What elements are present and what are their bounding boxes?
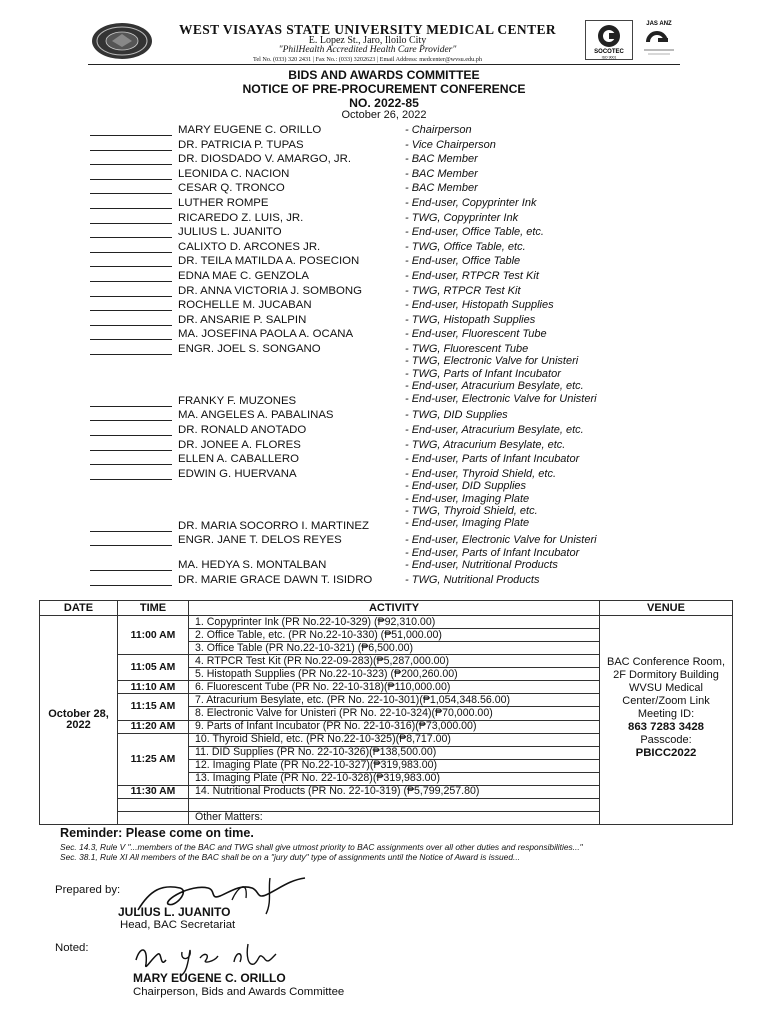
member-role: - TWG, Atracurium Besylate, etc.: [405, 438, 566, 451]
member-role: - BAC Member: [405, 182, 478, 195]
member-role: - End-user, Office Table, etc.: [405, 226, 544, 239]
activity-cell: 11. DID Supplies (PR No. 22-10-326)(₱138,500.00): [189, 746, 600, 759]
time-cell: 11:20 AM: [118, 720, 189, 733]
signature-blank-line: [90, 223, 172, 224]
member-name: ELLEN A. CABALLERO: [178, 453, 299, 466]
member-name: EDNA MAE C. GENZOLA: [178, 270, 310, 282]
member-role: - BAC Member: [405, 167, 478, 180]
member-role: - End-user, Histopath Supplies: [405, 299, 554, 312]
meeting-id-label: Meeting ID:: [637, 708, 695, 720]
notice-number: NO. 2022-85: [349, 96, 419, 110]
member-role: - End-user, Imaging Plate: [405, 517, 530, 530]
member-role: - End-user, Nutritional Products: [405, 559, 558, 572]
time-cell: 11:15 AM: [118, 694, 189, 720]
member-name: DR. MARIE GRACE DAWN T. ISIDRO: [178, 573, 373, 586]
signature-blank-line: [90, 406, 172, 407]
member-role: - End-user, Atracurium Besylate, etc.: [405, 424, 584, 437]
notice-title: NOTICE OF PRE-PROCUREMENT CONFERENCE: [242, 82, 526, 96]
signature-blank-line: [90, 339, 172, 340]
reminder-heading: Reminder: Please come on time.: [60, 826, 254, 840]
accreditation-text: "PhilHealth Accredited Health Care Provider": [278, 45, 457, 55]
time-cell: 11:10 AM: [118, 681, 189, 694]
member-name: DR. TEILA MATILDA A. POSECION: [178, 255, 360, 268]
activity-cell: 5. Histopath Supplies (PR No.22-10-323) (₱200,260.00): [189, 668, 600, 681]
time-cell: 11:25 AM: [118, 733, 189, 785]
member-role: - End-user, Electronic Valve for Unisteri: [405, 534, 597, 547]
signature-blank-line: [90, 435, 172, 436]
table-row: [40, 616, 733, 629]
institution-address: E. Lopez St., Jaro, Iloilo City: [308, 35, 427, 46]
socotec-logo-sub: ISO 9001: [601, 55, 617, 60]
member-name: FRANKY F. MUZONES: [178, 394, 297, 407]
member-name: ENGR. JANE T. DELOS REYES: [178, 534, 342, 547]
signature-blank-line: [90, 193, 172, 194]
venue-zoom: WVSU Medical Center/Zoom Link: [622, 682, 710, 707]
signature-blank-line: [90, 585, 172, 586]
reminder-sec-14-3: Sec. 14.3, Rule V "...members of the BAC and TWG shall give utmost priority to BAC assignments over all other duties and responsibilities...": [60, 842, 583, 852]
member-name: JULIUS L. JUANITO: [178, 226, 282, 239]
member-role: - End-user, Atracurium Besylate, etc.: [405, 380, 584, 393]
committee-title: BIDS AND AWARDS COMMITTEE: [288, 68, 480, 82]
member-role: - TWG, Nutritional Products: [405, 573, 540, 586]
contact-line: Tel No. (033) 320 2431 | Fax No.: (033) 3202623 | Email Address: medcenter@wvsu.edu.ph: [253, 56, 482, 63]
member-role: - TWG, Histopath Supplies: [405, 313, 536, 326]
schedule-date: October 28, 2022: [40, 616, 118, 825]
socotec-logo-icon: [585, 20, 633, 60]
member-role: - End-user, Office Table: [405, 255, 521, 268]
signature-blank-line: [90, 179, 172, 180]
member-name: CESAR Q. TRONCO: [178, 182, 285, 195]
jasanz-logo-text: JAS ANZ: [646, 21, 672, 27]
member-role: - End-user, Copyprinter Ink: [405, 197, 537, 209]
member-role: - TWG, Thyroid Shield, etc.: [405, 505, 538, 518]
activity-cell: [189, 798, 600, 811]
meeting-id: 863 7283 3428: [627, 721, 704, 733]
activity-cell: 2. Office Table, etc. (PR No.22-10-330) (₱51,000.00): [189, 629, 600, 642]
member-name: DR. RONALD ANOTADO: [178, 424, 307, 437]
signature-blank-line: [90, 354, 172, 355]
signature-blank-line: [90, 135, 172, 136]
passcode-label: Passcode:: [640, 734, 692, 746]
signature-blank-line: [90, 420, 172, 421]
member-name: DR. PATRICIA P. TUPAS: [178, 138, 304, 151]
member-role: - End-user, RTPCR Test Kit: [405, 270, 539, 282]
member-role: - End-user, Fluorescent Tube: [405, 328, 547, 341]
prepared-by-position: Head, BAC Secretariat: [120, 919, 236, 931]
signature-blank-line: [90, 450, 172, 451]
member-name: LEONIDA C. NACION: [178, 167, 290, 180]
header-activity: ACTIVITY: [189, 601, 600, 616]
noted-by-name: MARY EUGENE C. ORILLO: [133, 971, 286, 985]
member-role: - End-user, Imaging Plate: [405, 492, 530, 505]
activity-cell: 10. Thyroid Shield, etc. (PR No.22-10-325)(₱8,717.00): [189, 733, 600, 746]
member-role: - TWG, Copyprinter Ink: [405, 211, 519, 224]
member-name: DR. MARIA SOCORRO I. MARTINEZ: [178, 519, 369, 532]
signature-blank-line: [90, 150, 172, 151]
activity-cell: 8. Electronic Valve for Unisteri (PR No. 22-10-324)(₱70,000.00): [189, 707, 600, 720]
member-role: - End-user, Parts of Infant Incubator: [405, 453, 580, 466]
time-cell-empty: [118, 798, 189, 811]
time-cell-empty: [118, 811, 189, 824]
activity-cell: 1. Copyprinter Ink (PR No.22-10-329) (₱92,310.00): [189, 616, 600, 629]
activity-cell: 4. RTPCR Test Kit (PR No.22-09-283)(₱5,287,000.00): [189, 655, 600, 668]
prepared-by-label: Prepared by:: [55, 884, 121, 896]
activity-cell: 13. Imaging Plate (PR No. 22-10-328)(₱319,983.00): [189, 772, 600, 785]
member-name: EDWIN G. HUERVANA: [178, 467, 297, 480]
member-name: DR. JONEE A. FLORES: [178, 438, 301, 451]
member-role: - TWG, DID Supplies: [405, 409, 508, 422]
member-role: - TWG, Office Table, etc.: [405, 240, 526, 253]
reminder-sec-38-1: Sec. 38.1, Rule XI All members of the BAC shall be on a "jury duty" type of assignments until the Notice of Award is issued...: [60, 852, 520, 862]
time-cell: 11:00 AM: [118, 616, 189, 655]
socotec-logo-text: SOCOTEC: [594, 49, 624, 55]
member-name: MA. JOSEFINA PAOLA A. OCANA: [178, 328, 354, 341]
time-cell: 11:30 AM: [118, 785, 189, 798]
member-role: - Chairperson: [405, 124, 472, 136]
member-name: LUTHER ROMPE: [178, 197, 269, 209]
table-header-row: [40, 601, 733, 616]
time-cell: 11:05 AM: [118, 655, 189, 681]
member-role: - BAC Member: [405, 153, 478, 166]
jasanz-logo-icon: [638, 18, 680, 60]
member-name: RICAREDO Z. LUIS, JR.: [178, 211, 304, 224]
signature-blank-line: [90, 479, 172, 480]
notice-date: October 26, 2022: [341, 109, 427, 121]
signature-blank-line: [90, 281, 172, 282]
signature-blank-line: [90, 531, 172, 532]
activity-cell: 7. Atracurium Besylate, etc. (PR No. 22-10-301)(₱1,054,348.56.00): [189, 694, 600, 707]
signature-blank-line: [90, 208, 172, 209]
schedule-table: [39, 600, 733, 825]
member-name: MA. ANGELES A. PABALINAS: [178, 409, 334, 422]
member-role: - End-user, Parts of Infant Incubator: [405, 546, 580, 559]
member-name: CALIXTO D. ARCONES JR.: [178, 240, 321, 253]
member-role: - TWG, Fluorescent Tube: [405, 343, 529, 355]
activity-cell: 9. Parts of Infant Incubator (PR No. 22-10-316)(₱73,000.00): [189, 720, 600, 733]
other-matters-cell: Other Matters:: [189, 811, 600, 824]
signature-blank-line: [90, 545, 172, 546]
signature-blank-line: [90, 325, 172, 326]
member-role: - TWG, RTPCR Test Kit: [405, 284, 521, 297]
venue-location: BAC Conference Room, 2F Dormitory Building: [607, 656, 725, 681]
member-role: - End-user, DID Supplies: [405, 480, 527, 493]
signature-blank-line: [90, 310, 172, 311]
member-name: MA. HEDYA S. MONTALBAN: [178, 559, 327, 572]
venue-cell: [600, 616, 733, 825]
member-role: - Vice Chairperson: [405, 138, 496, 151]
activity-cell: 12. Imaging Plate (PR No.22-10-327)(₱319,983.00): [189, 759, 600, 772]
signature-blank-line: [90, 237, 172, 238]
member-name: DR. ANNA VICTORIA J. SOMBONG: [178, 284, 362, 297]
activity-cell: 6. Fluorescent Tube (PR No. 22-10-318)(₱110,000.00): [189, 681, 600, 694]
noted-by-position: Chairperson, Bids and Awards Committee: [133, 986, 345, 998]
header-date: DATE: [40, 601, 118, 616]
noted-label: Noted:: [55, 942, 89, 954]
member-name: MARY EUGENE C. ORILLO: [178, 124, 322, 136]
passcode: PBICC2022: [635, 747, 697, 759]
signature-blank-line: [90, 464, 172, 465]
signature-blank-line: [90, 570, 172, 571]
signature-blank-line: [90, 252, 172, 253]
member-role: - TWG, Parts of Infant Incubator: [405, 367, 561, 380]
member-name: DR. ANSARIE P. SALPIN: [178, 313, 307, 326]
signature-blank-line: [90, 296, 172, 297]
member-name: ROCHELLE M. JUCABAN: [178, 299, 312, 312]
header-divider: [88, 64, 680, 65]
signature-blank-line: [90, 164, 172, 165]
header-venue: VENUE: [600, 601, 733, 616]
institution-name: WEST VISAYAS STATE UNIVERSITY MEDICAL CENTER: [178, 22, 557, 37]
member-name: ENGR. JOEL S. SONGANO: [178, 343, 321, 355]
activity-cell: 14. Nutritional Products (PR No. 22-10-319) (₱5,799,257.80): [189, 785, 600, 798]
signature-blank-line: [90, 266, 172, 267]
university-seal-icon: [90, 22, 154, 60]
member-role: - End-user, Thyroid Shield, etc.: [405, 467, 557, 480]
activity-cell: 3. Office Table (PR No.22-10-321) (₱6,500.00): [189, 642, 600, 655]
member-role: - TWG, Electronic Valve for Unisteri: [405, 355, 579, 368]
header-time: TIME: [118, 601, 189, 616]
member-name: DR. DIOSDADO V. AMARGO, JR.: [178, 153, 351, 166]
prepared-by-name: JULIUS L. JUANITO: [118, 905, 231, 919]
member-role: - End-user, Electronic Valve for Unisteri: [405, 392, 597, 405]
